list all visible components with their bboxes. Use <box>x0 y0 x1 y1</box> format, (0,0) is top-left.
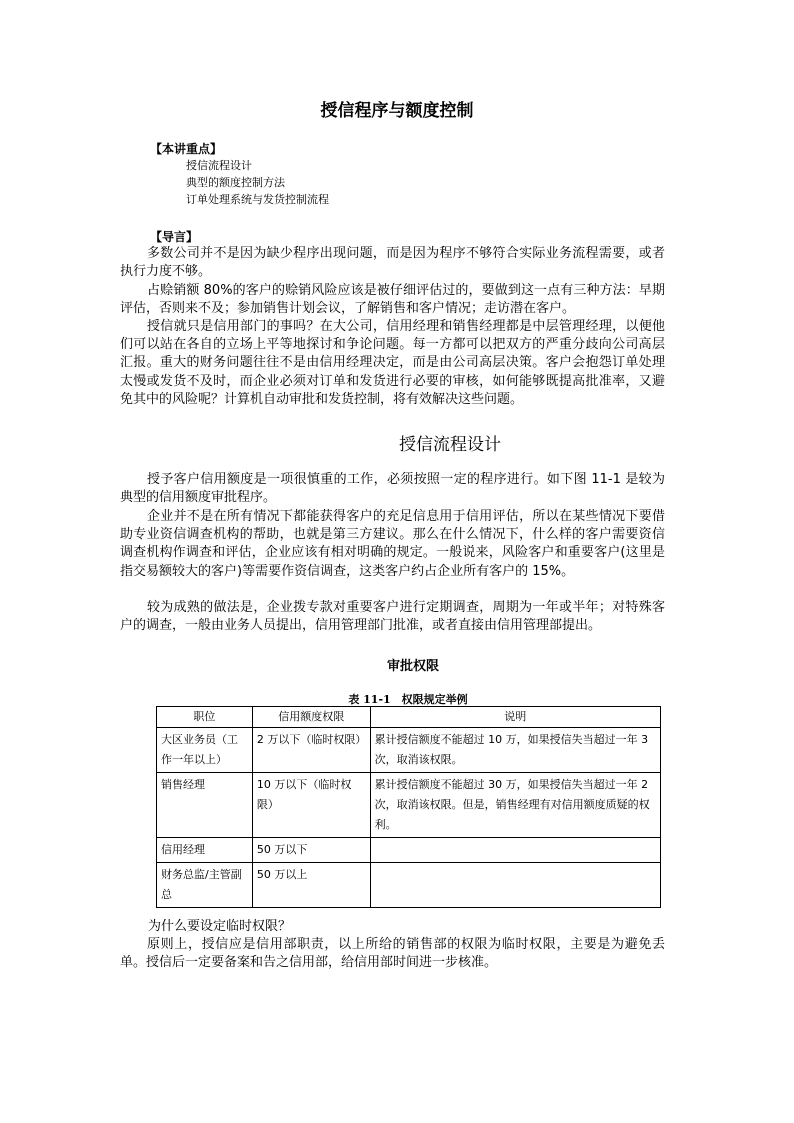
table-cell: 财务总监/主管副总 <box>157 863 253 908</box>
table-cell: 10 万以下（临时权限） <box>252 773 370 838</box>
table-header-row <box>157 707 661 728</box>
table-caption: 表 11-1 权限规定举例 <box>348 693 468 706</box>
section-paragraph: 企业并不是在所有情况下都能获得客户的充足信息用于信用评估，所以在某些情况下要借助专业资信调查机构的帮助，也就是第三方建议。那么在什么情况下，什么样的客户需要资信调查机构作调查和评估，企业应该有相对明确的规定。一般说来，风险客户和重要客户(这里是指交易额较大的客户)等需要作资信调查，这类客户约占企业所有客户的 15%。 <box>120 509 665 579</box>
table-row <box>157 838 661 863</box>
table-cell <box>370 838 660 863</box>
focus-item: 订单处理系统与发货控制流程 <box>186 193 329 206</box>
table-row <box>157 863 661 908</box>
column-header: 说明 <box>370 707 660 728</box>
table-cell: 2 万以下（临时权限） <box>252 728 370 773</box>
column-header: 信用额度权限 <box>252 707 370 728</box>
question-line: 为什么要设定临时权限？ <box>148 919 292 934</box>
section-paragraph: 授予客户信用额度是一项很慎重的工作，必须按照一定的程序进行。如下图 11-1 是较为典型的信用额度审批程序。 <box>120 472 665 506</box>
intro-paragraph: 授信就只是信用部门的事吗？在大公司，信用经理和销售经理都是中层管理经理，以便他们可以站在各自的立场上平等地探讨和争论问题。每一方都可以把双方的严重分歧向公司高层汇报。重大的财务问题往往不是由信用经理决定，而是由公司高层决策。客户会抱怨订单处理太慢或发货不及时，而企业必须对订单和发货进行必要的审核，如何能够既提高批准率，又避免其中的风险呢？计算机自动审批和发货控制，将有效解决这些问题。 <box>120 319 665 407</box>
subsection-heading: 审批权限 <box>386 659 439 674</box>
table-cell: 信用经理 <box>157 838 253 863</box>
table-cell: 大区业务员（工作一年以上） <box>157 728 253 773</box>
table-cell: 销售经理 <box>157 773 253 838</box>
intro-paragraph: 多数公司并不是因为缺少程序出现问题，而是因为程序不够符合实际业务流程需要，或者执行力度不够。 <box>120 246 665 280</box>
table-cell <box>370 863 660 908</box>
focus-item: 授信流程设计 <box>186 159 252 172</box>
table-cell: 累计授信额度不能超过 10 万，如果授信失当超过一年 3 次，取消该权限。 <box>370 728 660 773</box>
table-cell: 50 万以下 <box>252 838 370 863</box>
table-cell: 累计授信额度不能超过 30 万，如果授信失当超过一年 2 次，取消该权限。但是，销售经理有对信用额度质疑的权利。 <box>370 773 660 838</box>
table-row <box>157 773 661 838</box>
column-header: 职位 <box>157 707 253 728</box>
rights-table <box>156 706 661 908</box>
focus-heading: 【本讲重点】 <box>150 142 223 156</box>
intro-paragraph: 占赊销额 80%的客户的赊销风险应该是被仔细评估过的，要做到这一点有三种方法：早期评估，否则来不及；参加销售计划会议，了解销售和客户情况；走访潜在客户。 <box>120 283 665 317</box>
section-heading: 授信流程设计 <box>399 435 501 455</box>
section-paragraph: 较为成熟的做法是，企业拨专款对重要客户进行定期调查，周期为一年或半年；对特殊客户的调查，一般由业务人员提出，信用管理部门批准，或者直接由信用管理部提出。 <box>120 600 665 634</box>
document-title: 授信程序与额度控制 <box>320 101 474 121</box>
intro-heading: 【导言】 <box>150 230 199 244</box>
table-row <box>157 728 661 773</box>
answer-paragraph: 原则上，授信应是信用部职责，以上所给的销售部的权限为临时权限，主要是为避免丢单。授信后一定要备案和告之信用部，给信用部时间进一步核准。 <box>120 937 665 971</box>
focus-item: 典型的额度控制方法 <box>186 176 285 189</box>
table-cell: 50 万以上 <box>252 863 370 908</box>
